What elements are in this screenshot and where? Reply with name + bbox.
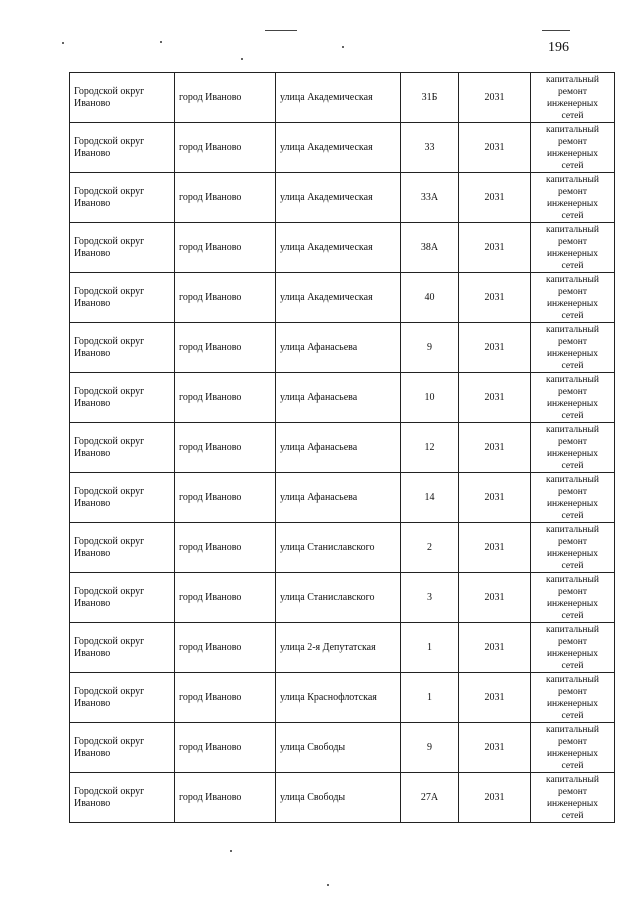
work-type-cell: капитальный ремонт инженерных сетей <box>531 123 615 173</box>
settlement-cell: город Иваново <box>175 673 276 723</box>
year-cell: 2031 <box>459 773 531 823</box>
house-number-cell: 40 <box>401 273 459 323</box>
district-cell: Городской округ Иваново <box>70 473 175 523</box>
work-type-cell: капитальный ремонт инженерных сетей <box>531 523 615 573</box>
table-row <box>70 123 615 173</box>
district-cell: Городской округ Иваново <box>70 273 175 323</box>
table-row <box>70 673 615 723</box>
house-number-cell: 38А <box>401 223 459 273</box>
house-number-cell: 27А <box>401 773 459 823</box>
house-number-cell: 9 <box>401 323 459 373</box>
house-number-cell: 1 <box>401 673 459 723</box>
year-cell: 2031 <box>459 373 531 423</box>
work-type-cell: капитальный ремонт инженерных сетей <box>531 423 615 473</box>
house-number-cell: 12 <box>401 423 459 473</box>
district-cell: Городской округ Иваново <box>70 123 175 173</box>
street-cell: улица Афанасьева <box>276 373 401 423</box>
district-cell: Городской округ Иваново <box>70 173 175 223</box>
table-row <box>70 723 615 773</box>
table-row <box>70 173 615 223</box>
table-row <box>70 473 615 523</box>
street-cell: улица Академическая <box>276 173 401 223</box>
scan-speck <box>230 850 232 852</box>
settlement-cell: город Иваново <box>175 73 276 123</box>
settlement-cell: город Иваново <box>175 573 276 623</box>
year-cell: 2031 <box>459 73 531 123</box>
table-row <box>70 423 615 473</box>
district-cell: Городской округ Иваново <box>70 573 175 623</box>
house-number-cell: 1 <box>401 623 459 673</box>
year-cell: 2031 <box>459 223 531 273</box>
year-cell: 2031 <box>459 673 531 723</box>
table-row <box>70 623 615 673</box>
street-cell: улица Свободы <box>276 723 401 773</box>
street-cell: улица Афанасьева <box>276 423 401 473</box>
street-cell: улица Свободы <box>276 773 401 823</box>
district-cell: Городской округ Иваново <box>70 223 175 273</box>
district-cell: Городской округ Иваново <box>70 623 175 673</box>
settlement-cell: город Иваново <box>175 323 276 373</box>
top-rule <box>265 30 297 31</box>
table-row <box>70 73 615 123</box>
scan-speck <box>160 41 162 43</box>
settlement-cell: город Иваново <box>175 773 276 823</box>
scan-speck <box>241 58 243 60</box>
work-type-cell: капитальный ремонт инженерных сетей <box>531 773 615 823</box>
work-type-cell: капитальный ремонт инженерных сетей <box>531 323 615 373</box>
district-cell: Городской округ Иваново <box>70 723 175 773</box>
house-number-cell: 3 <box>401 573 459 623</box>
settlement-cell: город Иваново <box>175 373 276 423</box>
district-cell: Городской округ Иваново <box>70 523 175 573</box>
year-cell: 2031 <box>459 573 531 623</box>
table-body <box>70 73 615 823</box>
scan-speck <box>62 42 64 44</box>
year-cell: 2031 <box>459 323 531 373</box>
street-cell: улица Академическая <box>276 73 401 123</box>
street-cell: улица Афанасьева <box>276 473 401 523</box>
table-row <box>70 323 615 373</box>
work-type-cell: капитальный ремонт инженерных сетей <box>531 273 615 323</box>
settlement-cell: город Иваново <box>175 273 276 323</box>
year-cell: 2031 <box>459 523 531 573</box>
page-number: 196 <box>548 40 569 55</box>
district-cell: Городской округ Иваново <box>70 73 175 123</box>
settlement-cell: город Иваново <box>175 173 276 223</box>
work-type-cell: капитальный ремонт инженерных сетей <box>531 573 615 623</box>
work-type-cell: капитальный ремонт инженерных сетей <box>531 173 615 223</box>
scan-speck <box>342 46 344 48</box>
street-cell: улица Академическая <box>276 123 401 173</box>
street-cell: улица Станиславского <box>276 573 401 623</box>
house-number-cell: 2 <box>401 523 459 573</box>
district-cell: Городской округ Иваново <box>70 773 175 823</box>
street-cell: улица Станиславского <box>276 523 401 573</box>
work-type-cell: капитальный ремонт инженерных сетей <box>531 223 615 273</box>
year-cell: 2031 <box>459 173 531 223</box>
street-cell: улица Академическая <box>276 273 401 323</box>
year-cell: 2031 <box>459 273 531 323</box>
year-cell: 2031 <box>459 123 531 173</box>
house-number-cell: 9 <box>401 723 459 773</box>
settlement-cell: город Иваново <box>175 123 276 173</box>
scan-speck <box>327 884 329 886</box>
settlement-cell: город Иваново <box>175 623 276 673</box>
table-row <box>70 373 615 423</box>
settlement-cell: город Иваново <box>175 523 276 573</box>
house-number-cell: 33 <box>401 123 459 173</box>
district-cell: Городской округ Иваново <box>70 323 175 373</box>
house-number-cell: 10 <box>401 373 459 423</box>
house-number-cell: 33А <box>401 173 459 223</box>
table-row <box>70 773 615 823</box>
table-row <box>70 573 615 623</box>
work-type-cell: капитальный ремонт инженерных сетей <box>531 73 615 123</box>
district-cell: Городской округ Иваново <box>70 423 175 473</box>
settlement-cell: город Иваново <box>175 223 276 273</box>
housing-repair-table <box>69 72 615 823</box>
street-cell: улица Афанасьева <box>276 323 401 373</box>
house-number-cell: 14 <box>401 473 459 523</box>
house-number-cell: 31Б <box>401 73 459 123</box>
work-type-cell: капитальный ремонт инженерных сетей <box>531 473 615 523</box>
table-row <box>70 223 615 273</box>
settlement-cell: город Иваново <box>175 423 276 473</box>
district-cell: Городской округ Иваново <box>70 373 175 423</box>
table-row <box>70 273 615 323</box>
year-cell: 2031 <box>459 423 531 473</box>
work-type-cell: капитальный ремонт инженерных сетей <box>531 673 615 723</box>
work-type-cell: капитальный ремонт инженерных сетей <box>531 723 615 773</box>
year-cell: 2031 <box>459 723 531 773</box>
settlement-cell: город Иваново <box>175 723 276 773</box>
district-cell: Городской округ Иваново <box>70 673 175 723</box>
year-cell: 2031 <box>459 473 531 523</box>
table-row <box>70 523 615 573</box>
settlement-cell: город Иваново <box>175 473 276 523</box>
street-cell: улица 2-я Депутатская <box>276 623 401 673</box>
top-rule <box>542 30 570 31</box>
work-type-cell: капитальный ремонт инженерных сетей <box>531 373 615 423</box>
work-type-cell: капитальный ремонт инженерных сетей <box>531 623 615 673</box>
street-cell: улица Академическая <box>276 223 401 273</box>
street-cell: улица Краснофлотская <box>276 673 401 723</box>
year-cell: 2031 <box>459 623 531 673</box>
